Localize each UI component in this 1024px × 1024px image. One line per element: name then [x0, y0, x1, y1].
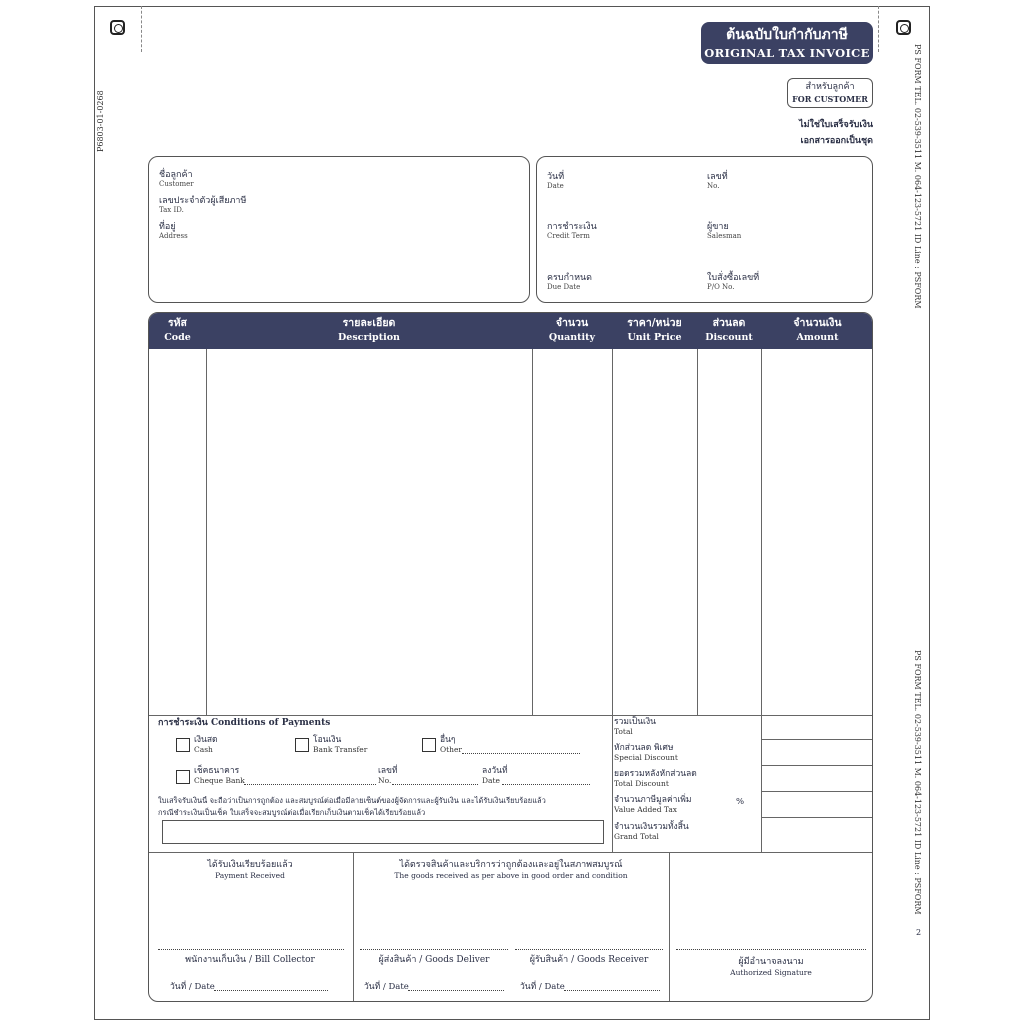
signature-top-line — [149, 852, 873, 853]
divider — [761, 739, 873, 740]
items-bottom-line — [149, 715, 873, 716]
punch-hole-left-icon — [110, 20, 125, 35]
col-code: รหัส Code — [164, 317, 191, 343]
goods-received-title: ได้ตรวจสินค้าและบริการว่าถูกต้องและอยู่ในสภาพสมบูรณ์ The goods received as per above in good order and condition — [394, 860, 628, 880]
for-customer-en: FOR CUSTOMER — [792, 94, 868, 104]
col-amount: จำนวนเงิน Amount — [793, 317, 842, 343]
title-th: ต้นฉบับใบกำกับภาษี — [726, 27, 848, 43]
cheque-no-field[interactable] — [392, 784, 478, 785]
divider — [532, 349, 533, 715]
doc-no-label: เลขที่ No. — [707, 172, 728, 190]
other-checkbox[interactable] — [422, 738, 436, 752]
page-number: 2 — [916, 928, 922, 937]
credit-term-label: การชำระเงิน Credit Term — [547, 222, 597, 240]
receipt-condition-note: ใบเสร็จรับเงินนี้ จะถือว่าเป็นการถูกต้อง และสมบูรณ์ต่อเมื่อมีลายเซ็นต์ของผู้จัดการและผู้รับเงิน และได้รับเงินเรียบร้อยแล้ว — [158, 796, 546, 805]
receiver-signature-line[interactable] — [515, 949, 663, 950]
divider — [761, 817, 873, 818]
cash-label: เงินสด Cash — [194, 735, 218, 754]
goods-deliver-label: ผู้ส่งสินค้า / Goods Deliver — [378, 955, 490, 965]
tax-id-label: เลขประจำตัวผู้เสียภาษี Tax ID. — [159, 196, 247, 214]
cheque-condition-note: กรณีชำระเงินเป็นเช็ค ใบเสร็จจะสมบูรณ์ต่อเมื่อเรียกเก็บเงินตามเช็คได้เรียบร้อยแล้ว — [158, 808, 426, 817]
total-discount-label: ยอดรวมหลังหักส่วนลด Total Discount — [614, 769, 697, 788]
col-quantity: จำนวน Quantity — [548, 317, 596, 343]
customer-panel — [148, 156, 530, 303]
collector-date-label: วันที่ / Date — [170, 982, 215, 992]
receiver-date-label: วันที่ / Date — [520, 982, 565, 992]
tear-line-right — [878, 6, 879, 52]
col-unit-price: ราคา/หน่วย Unit Price — [627, 317, 682, 343]
for-customer-th: สำหรับลูกค้า — [805, 82, 855, 92]
other-field[interactable] — [462, 753, 580, 754]
cheque-label: เช็คธนาคาร Cheque Bank — [194, 766, 245, 785]
vat-percent: % — [736, 797, 745, 807]
deliver-date-field[interactable] — [408, 990, 504, 991]
form-code: P6803-01-0268 — [96, 90, 105, 152]
salesman-label: ผู้ขาย Salesman — [707, 222, 742, 240]
transfer-label: โอนเงิน Bank Transfer — [313, 735, 368, 754]
col-discount: ส่วนลด Discount — [705, 317, 753, 343]
title-en: ORIGINAL TAX INVOICE — [704, 46, 870, 60]
bill-collector-label: พนักงานเก็บเงิน / Bill Collector — [185, 955, 315, 965]
total-label: รวมเป็นเงิน Total — [614, 717, 656, 736]
divider — [761, 765, 873, 766]
payment-title: การชำระเงิน Conditions of Payments — [158, 718, 331, 728]
deliver-date-label: วันที่ / Date — [364, 982, 409, 992]
divider — [612, 349, 613, 852]
cheque-date-label: ลงวันที่ Date — [482, 766, 508, 785]
divider — [761, 791, 873, 792]
side-text-bottom: PS FORM TEL. 02-539-3511 M. 064-123-5721 ID Line : PSFORM — [913, 650, 922, 915]
deliver-signature-line[interactable] — [360, 949, 508, 950]
date-label: วันที่ Date — [547, 172, 565, 190]
collector-signature-line[interactable] — [158, 949, 344, 950]
cheque-checkbox[interactable] — [176, 770, 190, 784]
cheque-no-label: เลขที่ No. — [378, 766, 398, 785]
po-no-label: ใบสั่งซื้อเลขที่ P/O No. — [707, 273, 760, 291]
transfer-checkbox[interactable] — [295, 738, 309, 752]
payment-received-title: ได้รับเงินเรียบร้อยแล้ว Payment Received — [207, 860, 293, 880]
title-badge — [701, 22, 873, 64]
vat-label: จำนวนภาษีมูลค่าเพิ่ม Value Added Tax — [614, 795, 692, 814]
cash-checkbox[interactable] — [176, 738, 190, 752]
divider — [697, 349, 698, 715]
cheque-date-field[interactable] — [502, 784, 590, 785]
authorized-signature-line[interactable] — [676, 949, 866, 950]
items-table — [148, 312, 873, 1002]
divider — [206, 349, 207, 715]
grand-total-label: จำนวนเงินรวมทั้งสิ้น Grand Total — [614, 822, 689, 841]
col-description: รายละเอียด Description — [338, 317, 400, 343]
other-label: อื่นๆ Other — [440, 735, 463, 754]
tear-line-left — [141, 6, 142, 52]
special-discount-label: หักส่วนลด พิเศษ Special Discount — [614, 743, 678, 762]
customer-label: ชื่อลูกค้า Customer — [159, 170, 194, 188]
punch-hole-right-icon — [896, 20, 911, 35]
address-label: ที่อยู่ Address — [159, 222, 188, 240]
authorized-signature-label: ผู้มีอำนาจลงนาม Authorized Signature — [730, 957, 812, 977]
not-receipt-note: ไม่ใช่ใบเสร็จรับเงิน — [799, 120, 873, 130]
divider — [761, 349, 762, 852]
collector-date-field[interactable] — [214, 990, 328, 991]
receiver-date-field[interactable] — [564, 990, 660, 991]
issued-set-note: เอกสารออกเป็นชุด — [800, 136, 873, 146]
due-date-label: ครบกำหนด Due Date — [547, 273, 592, 291]
divider — [669, 852, 670, 1002]
side-text-top: PS FORM TEL. 02-539-3511 M. 064-123-5721 ID Line : PSFORM — [913, 44, 922, 309]
remarks-box[interactable] — [162, 820, 604, 844]
for-customer-badge — [787, 78, 873, 108]
goods-receiver-label: ผู้รับสินค้า / Goods Receiver — [529, 955, 649, 965]
cheque-bank-field[interactable] — [244, 784, 376, 785]
items-table-header — [149, 313, 872, 349]
